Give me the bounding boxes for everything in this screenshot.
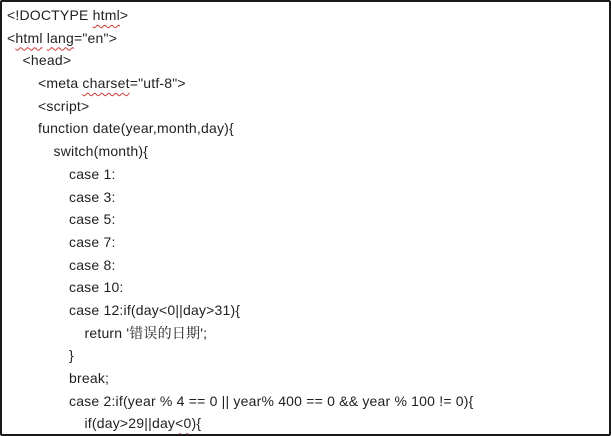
code-text: > [119, 7, 129, 23]
code-line [2, 231, 609, 254]
code-text: case 1: [69, 165, 116, 182]
code-text: <head> [22, 52, 72, 69]
misspelled-word: html [92, 7, 120, 23]
code-text: function date(year,month,day){ [38, 120, 234, 137]
code-text: case 2:if(year % 4 == 0 || year% 400 == 0 && year % 100 != 0){ [69, 392, 474, 409]
code-text: break; [69, 370, 110, 386]
code-line [2, 4, 609, 27]
misspelled-word: html [15, 29, 43, 46]
misspelled-word: charset [82, 75, 130, 92]
code-text: switch(month){ [53, 143, 149, 160]
code-line [2, 72, 609, 95]
code-line [2, 186, 609, 209]
code-block[interactable] [2, 4, 609, 435]
code-text: ="utf-8"> [129, 75, 186, 92]
code-line [2, 322, 609, 345]
code-line [2, 49, 609, 72]
code-text: } [69, 347, 74, 364]
code-text: <meta [38, 75, 83, 92]
code-text: ="en"> [74, 29, 118, 46]
code-text: return '错误的日期'; [84, 324, 208, 341]
code-line [2, 117, 609, 140]
code-line [2, 276, 609, 299]
code-line [2, 390, 609, 413]
code-text: case 10: [69, 279, 124, 296]
code-line [2, 344, 609, 367]
code-line [2, 254, 609, 277]
code-text: ){ [191, 415, 202, 432]
code-line [2, 412, 609, 435]
code-line [2, 299, 609, 322]
code-text: case 5: [69, 211, 116, 228]
code-line [2, 95, 609, 118]
code-text: <!DOCTYPE [7, 7, 93, 23]
code-text: case 7: [69, 233, 116, 250]
code-line [2, 140, 609, 163]
code-line [2, 163, 609, 186]
code-text: case 12:if(day<0||day>31){ [69, 301, 241, 318]
code-line [2, 208, 609, 231]
code-text: case 8: [69, 256, 116, 273]
code-text: if(day>29||day [84, 415, 176, 432]
code-text: case 3: [69, 188, 116, 205]
code-text: <script> [38, 97, 90, 114]
code-line [2, 367, 609, 390]
code-line [2, 27, 609, 50]
code-text: < [7, 29, 16, 46]
misspelled-word: lang [46, 29, 75, 46]
misspelled-word: <0 [175, 415, 192, 432]
